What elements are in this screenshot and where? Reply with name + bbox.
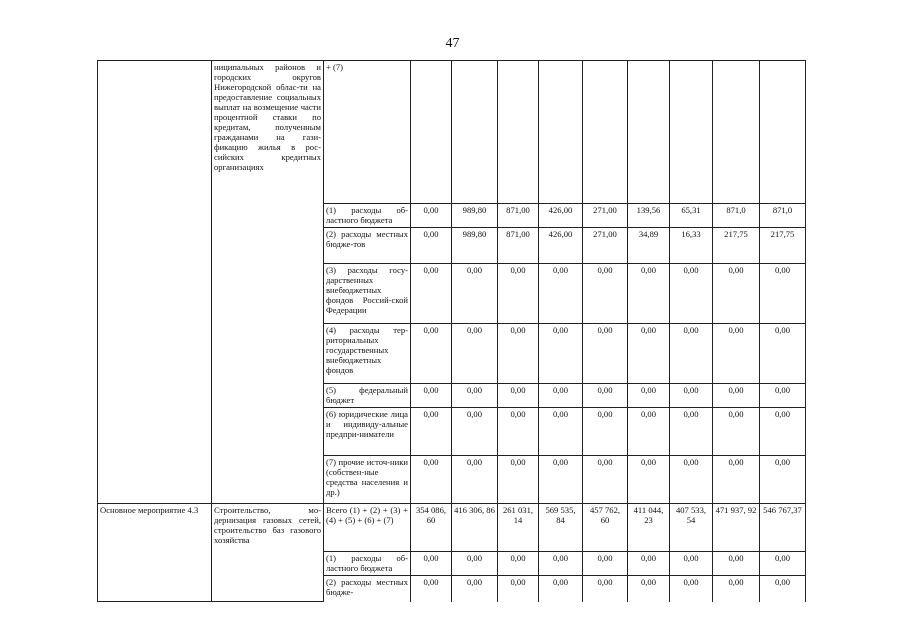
value-cell: 471 937, 92 [713, 504, 760, 552]
value-cell: 0,00 [628, 384, 670, 408]
value-cell: 0,00 [583, 384, 628, 408]
funding-source-label: (1) расходы об-ластного бюджета [324, 204, 411, 228]
value-cell [628, 61, 670, 204]
value-cell: 546 767,37 [760, 504, 806, 552]
value-cell: 0,00 [498, 456, 539, 504]
value-cell: 0,00 [411, 204, 452, 228]
value-cell: 0,00 [583, 456, 628, 504]
value-cell: 0,00 [628, 324, 670, 384]
value-cell: 0,00 [452, 456, 498, 504]
value-cell: 0,00 [628, 264, 670, 324]
value-cell: 0,00 [539, 552, 583, 576]
value-cell: 0,00 [452, 264, 498, 324]
value-cell: 0,00 [713, 324, 760, 384]
value-cell: 0,00 [452, 576, 498, 602]
row-description-cell: Строительство, мо-дернизация газовых сетей, строительство баз газового хозяйства [212, 504, 324, 602]
funding-source-label: (1) расходы об-ластного бюджета [324, 552, 411, 576]
value-cell: 0,00 [498, 408, 539, 456]
value-cell [498, 61, 539, 204]
value-cell: 0,00 [539, 384, 583, 408]
value-cell [583, 61, 628, 204]
value-cell: 426,00 [539, 228, 583, 264]
value-cell: 0,00 [670, 552, 713, 576]
value-cell: 0,00 [452, 408, 498, 456]
funding-source-label: (6) юридические лица и индивиду-альные предпри-ниматели [324, 408, 411, 456]
value-cell [713, 61, 760, 204]
value-cell: 0,00 [411, 228, 452, 264]
value-cell: 989,80 [452, 228, 498, 264]
value-cell: 0,00 [539, 408, 583, 456]
row-description-cell: ниципальных районов и городских округов Нижегородской облас-ти на предоставление социальных выплат на возмещение части процентной ставки по кредитам, полученным гражданами на гази-фикацию жилья в рос-сийских кредитных организациях [212, 61, 324, 504]
value-cell [539, 61, 583, 204]
value-cell: 16,33 [670, 228, 713, 264]
value-cell: 0,00 [760, 264, 806, 324]
value-cell: 0,00 [411, 552, 452, 576]
value-cell: 0,00 [713, 576, 760, 602]
value-cell: 0,00 [411, 384, 452, 408]
value-cell: 426,00 [539, 204, 583, 228]
value-cell: 457 762, 60 [583, 504, 628, 552]
table-row [98, 61, 806, 204]
value-cell: 271,00 [583, 204, 628, 228]
value-cell: 0,00 [713, 552, 760, 576]
value-cell: 0,00 [760, 576, 806, 602]
value-cell [452, 61, 498, 204]
value-cell: 0,00 [498, 384, 539, 408]
value-cell: 0,00 [713, 384, 760, 408]
value-cell: 0,00 [760, 324, 806, 384]
value-cell: 0,00 [411, 576, 452, 602]
value-cell: 0,00 [539, 576, 583, 602]
funding-source-label: (2) расходы местных бюдже- [324, 576, 411, 602]
value-cell: 139,56 [628, 204, 670, 228]
value-cell: 569 535, 84 [539, 504, 583, 552]
value-cell: 411 044, 23 [628, 504, 670, 552]
value-cell: 217,75 [713, 228, 760, 264]
value-cell: 0,00 [452, 552, 498, 576]
value-cell: 0,00 [628, 456, 670, 504]
value-cell: 871,00 [498, 204, 539, 228]
value-cell: 0,00 [539, 264, 583, 324]
value-cell: 0,00 [498, 552, 539, 576]
value-cell: 989,80 [452, 204, 498, 228]
funding-source-label: (4) расходы тер-риториальных государственных внебюджетных фондов [324, 324, 411, 384]
value-cell [670, 61, 713, 204]
value-cell: 407 533, 54 [670, 504, 713, 552]
funding-source-label: (7) прочие источ-ники (собствен-ные средства населения и др.) [324, 456, 411, 504]
value-cell: 0,00 [539, 324, 583, 384]
value-cell: 0,00 [498, 264, 539, 324]
value-cell: 217,75 [760, 228, 806, 264]
value-cell: 0,00 [583, 408, 628, 456]
value-cell: 34,89 [628, 228, 670, 264]
value-cell: 0,00 [498, 576, 539, 602]
value-cell: 0,00 [670, 456, 713, 504]
value-cell: 871,0 [760, 204, 806, 228]
value-cell: 0,00 [670, 576, 713, 602]
table-row [98, 504, 806, 552]
value-cell: 271,00 [583, 228, 628, 264]
page-number: 47 [445, 36, 460, 51]
value-cell: 0,00 [452, 384, 498, 408]
value-cell: 0,00 [760, 456, 806, 504]
value-cell: 0,00 [760, 552, 806, 576]
value-cell: 0,00 [411, 264, 452, 324]
value-cell: 0,00 [713, 408, 760, 456]
value-cell: 354 086, 60 [411, 504, 452, 552]
value-cell: 0,00 [713, 264, 760, 324]
value-cell: 65,31 [670, 204, 713, 228]
value-cell: 0,00 [628, 552, 670, 576]
funding-source-label: + (7) [324, 61, 411, 204]
funding-source-label: (5) федеральный бюджет [324, 384, 411, 408]
value-cell: 871,0 [713, 204, 760, 228]
budget-table [97, 60, 806, 602]
value-cell: 0,00 [760, 384, 806, 408]
value-cell: 0,00 [628, 408, 670, 456]
value-cell: 0,00 [583, 264, 628, 324]
funding-source-label: (3) расходы госу-дарственных внебюджетных фондов Россий-ской Федерации [324, 264, 411, 324]
value-cell: 0,00 [411, 408, 452, 456]
value-cell: 0,00 [411, 456, 452, 504]
value-cell: 0,00 [583, 576, 628, 602]
row-title-cell: Основное мероприятие 4.3 [98, 504, 212, 602]
value-cell: 0,00 [760, 408, 806, 456]
value-cell [760, 61, 806, 204]
value-cell: 261 031, 14 [498, 504, 539, 552]
value-cell: 0,00 [670, 324, 713, 384]
value-cell: 0,00 [539, 456, 583, 504]
value-cell: 0,00 [628, 576, 670, 602]
value-cell: 0,00 [411, 324, 452, 384]
value-cell: 0,00 [583, 552, 628, 576]
value-cell: 0,00 [670, 384, 713, 408]
value-cell: 871,00 [498, 228, 539, 264]
value-cell: 0,00 [498, 324, 539, 384]
value-cell: 0,00 [670, 264, 713, 324]
value-cell: 416 306, 86 [452, 504, 498, 552]
funding-source-label: (2) расходы местных бюдже-тов [324, 228, 411, 264]
row-title-cell [98, 61, 212, 504]
value-cell [411, 61, 452, 204]
value-cell: 0,00 [713, 456, 760, 504]
value-cell: 0,00 [670, 408, 713, 456]
value-cell: 0,00 [583, 324, 628, 384]
value-cell: 0,00 [452, 324, 498, 384]
funding-source-label: Всего (1) + (2) + (3) + (4) + (5) + (6) + (7) [324, 504, 411, 552]
